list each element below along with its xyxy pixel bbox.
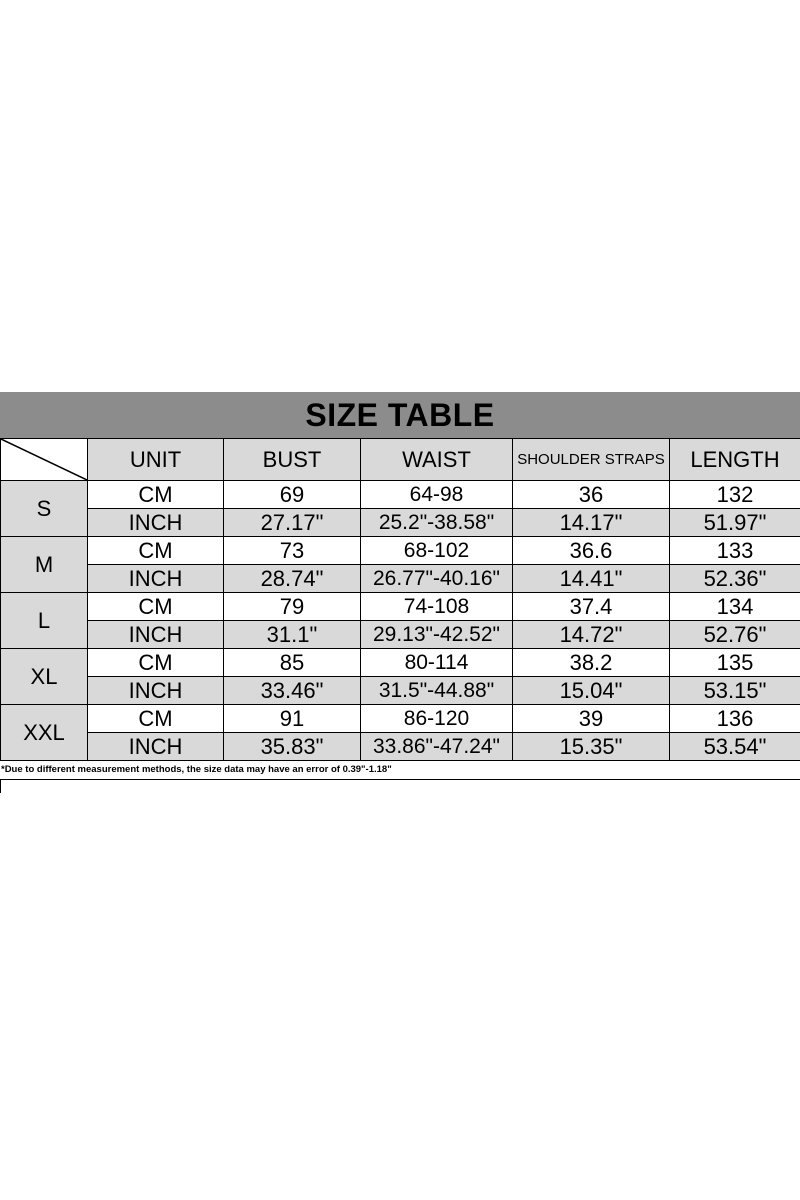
shoulder-cell: 36.6 xyxy=(513,537,670,565)
waist-cell: 86-120 xyxy=(361,705,513,733)
header-length: LENGTH xyxy=(670,439,800,481)
measurement-note: *Due to different measurement methods, the size data may have an error of 0.39"-1.18" xyxy=(1,764,392,775)
unit-cell: CM xyxy=(88,537,224,565)
table-row xyxy=(1,537,800,565)
table-row xyxy=(1,593,800,621)
size-table-container xyxy=(0,392,800,793)
unit-cell: CM xyxy=(88,649,224,677)
shoulder-cell: 37.4 xyxy=(513,593,670,621)
diagonal-divider-icon xyxy=(1,439,87,480)
header-shoulder-straps: SHOULDER STRAPS xyxy=(513,439,670,481)
bust-cell: 85 xyxy=(224,649,361,677)
size-table xyxy=(0,438,800,761)
waist-cell: 74-108 xyxy=(361,593,513,621)
corner-cell xyxy=(1,439,88,481)
table-row xyxy=(1,621,800,649)
shoulder-cell: 38.2 xyxy=(513,649,670,677)
size-label-xl: XL xyxy=(1,649,88,705)
size-label-l: L xyxy=(1,593,88,649)
shoulder-cell: 15.35" xyxy=(513,733,670,761)
length-cell: 134 xyxy=(670,593,800,621)
shoulder-cell: 36 xyxy=(513,481,670,509)
bust-cell: 33.46" xyxy=(224,677,361,705)
waist-cell: 26.77"-40.16" xyxy=(361,565,513,593)
unit-cell: INCH xyxy=(88,677,224,705)
bust-cell: 91 xyxy=(224,705,361,733)
length-cell: 132 xyxy=(670,481,800,509)
table-row xyxy=(1,565,800,593)
waist-cell: 31.5"-44.88" xyxy=(361,677,513,705)
size-table-title: SIZE TABLE xyxy=(0,392,800,438)
shoulder-cell: 14.17" xyxy=(513,509,670,537)
table-row xyxy=(1,733,800,761)
length-cell: 52.36" xyxy=(670,565,800,593)
bust-cell: 73 xyxy=(224,537,361,565)
length-cell: 52.76" xyxy=(670,621,800,649)
shoulder-cell: 15.04" xyxy=(513,677,670,705)
unit-cell: CM xyxy=(88,481,224,509)
length-cell: 51.97" xyxy=(670,509,800,537)
waist-cell: 25.2"-38.58" xyxy=(361,509,513,537)
bust-cell: 28.74" xyxy=(224,565,361,593)
header-bust: BUST xyxy=(224,439,361,481)
waist-cell: 29.13"-42.52" xyxy=(361,621,513,649)
size-label-s: S xyxy=(1,481,88,537)
waist-cell: 33.86"-47.24" xyxy=(361,733,513,761)
size-label-m: M xyxy=(1,537,88,593)
shoulder-cell: 14.72" xyxy=(513,621,670,649)
length-cell: 53.54" xyxy=(670,733,800,761)
unit-cell: CM xyxy=(88,593,224,621)
header-waist: WAIST xyxy=(361,439,513,481)
shoulder-cell: 39 xyxy=(513,705,670,733)
unit-cell: CM xyxy=(88,705,224,733)
table-row xyxy=(1,481,800,509)
unit-cell: INCH xyxy=(88,565,224,593)
waist-cell: 64-98 xyxy=(361,481,513,509)
table-row xyxy=(1,649,800,677)
table-row xyxy=(1,677,800,705)
bust-cell: 27.17" xyxy=(224,509,361,537)
unit-cell: INCH xyxy=(88,621,224,649)
bust-cell: 69 xyxy=(224,481,361,509)
length-cell: 53.15" xyxy=(670,677,800,705)
bust-cell: 79 xyxy=(224,593,361,621)
unit-cell: INCH xyxy=(88,733,224,761)
length-cell: 136 xyxy=(670,705,800,733)
unit-cell: INCH xyxy=(88,509,224,537)
table-row xyxy=(1,705,800,733)
table-row xyxy=(1,509,800,537)
divider xyxy=(0,779,800,793)
length-cell: 133 xyxy=(670,537,800,565)
bust-cell: 35.83" xyxy=(224,733,361,761)
size-label-xxl: XXL xyxy=(1,705,88,761)
shoulder-cell: 14.41" xyxy=(513,565,670,593)
header-unit: UNIT xyxy=(88,439,224,481)
waist-cell: 80-114 xyxy=(361,649,513,677)
bust-cell: 31.1" xyxy=(224,621,361,649)
header-row xyxy=(1,439,800,481)
waist-cell: 68-102 xyxy=(361,537,513,565)
length-cell: 135 xyxy=(670,649,800,677)
